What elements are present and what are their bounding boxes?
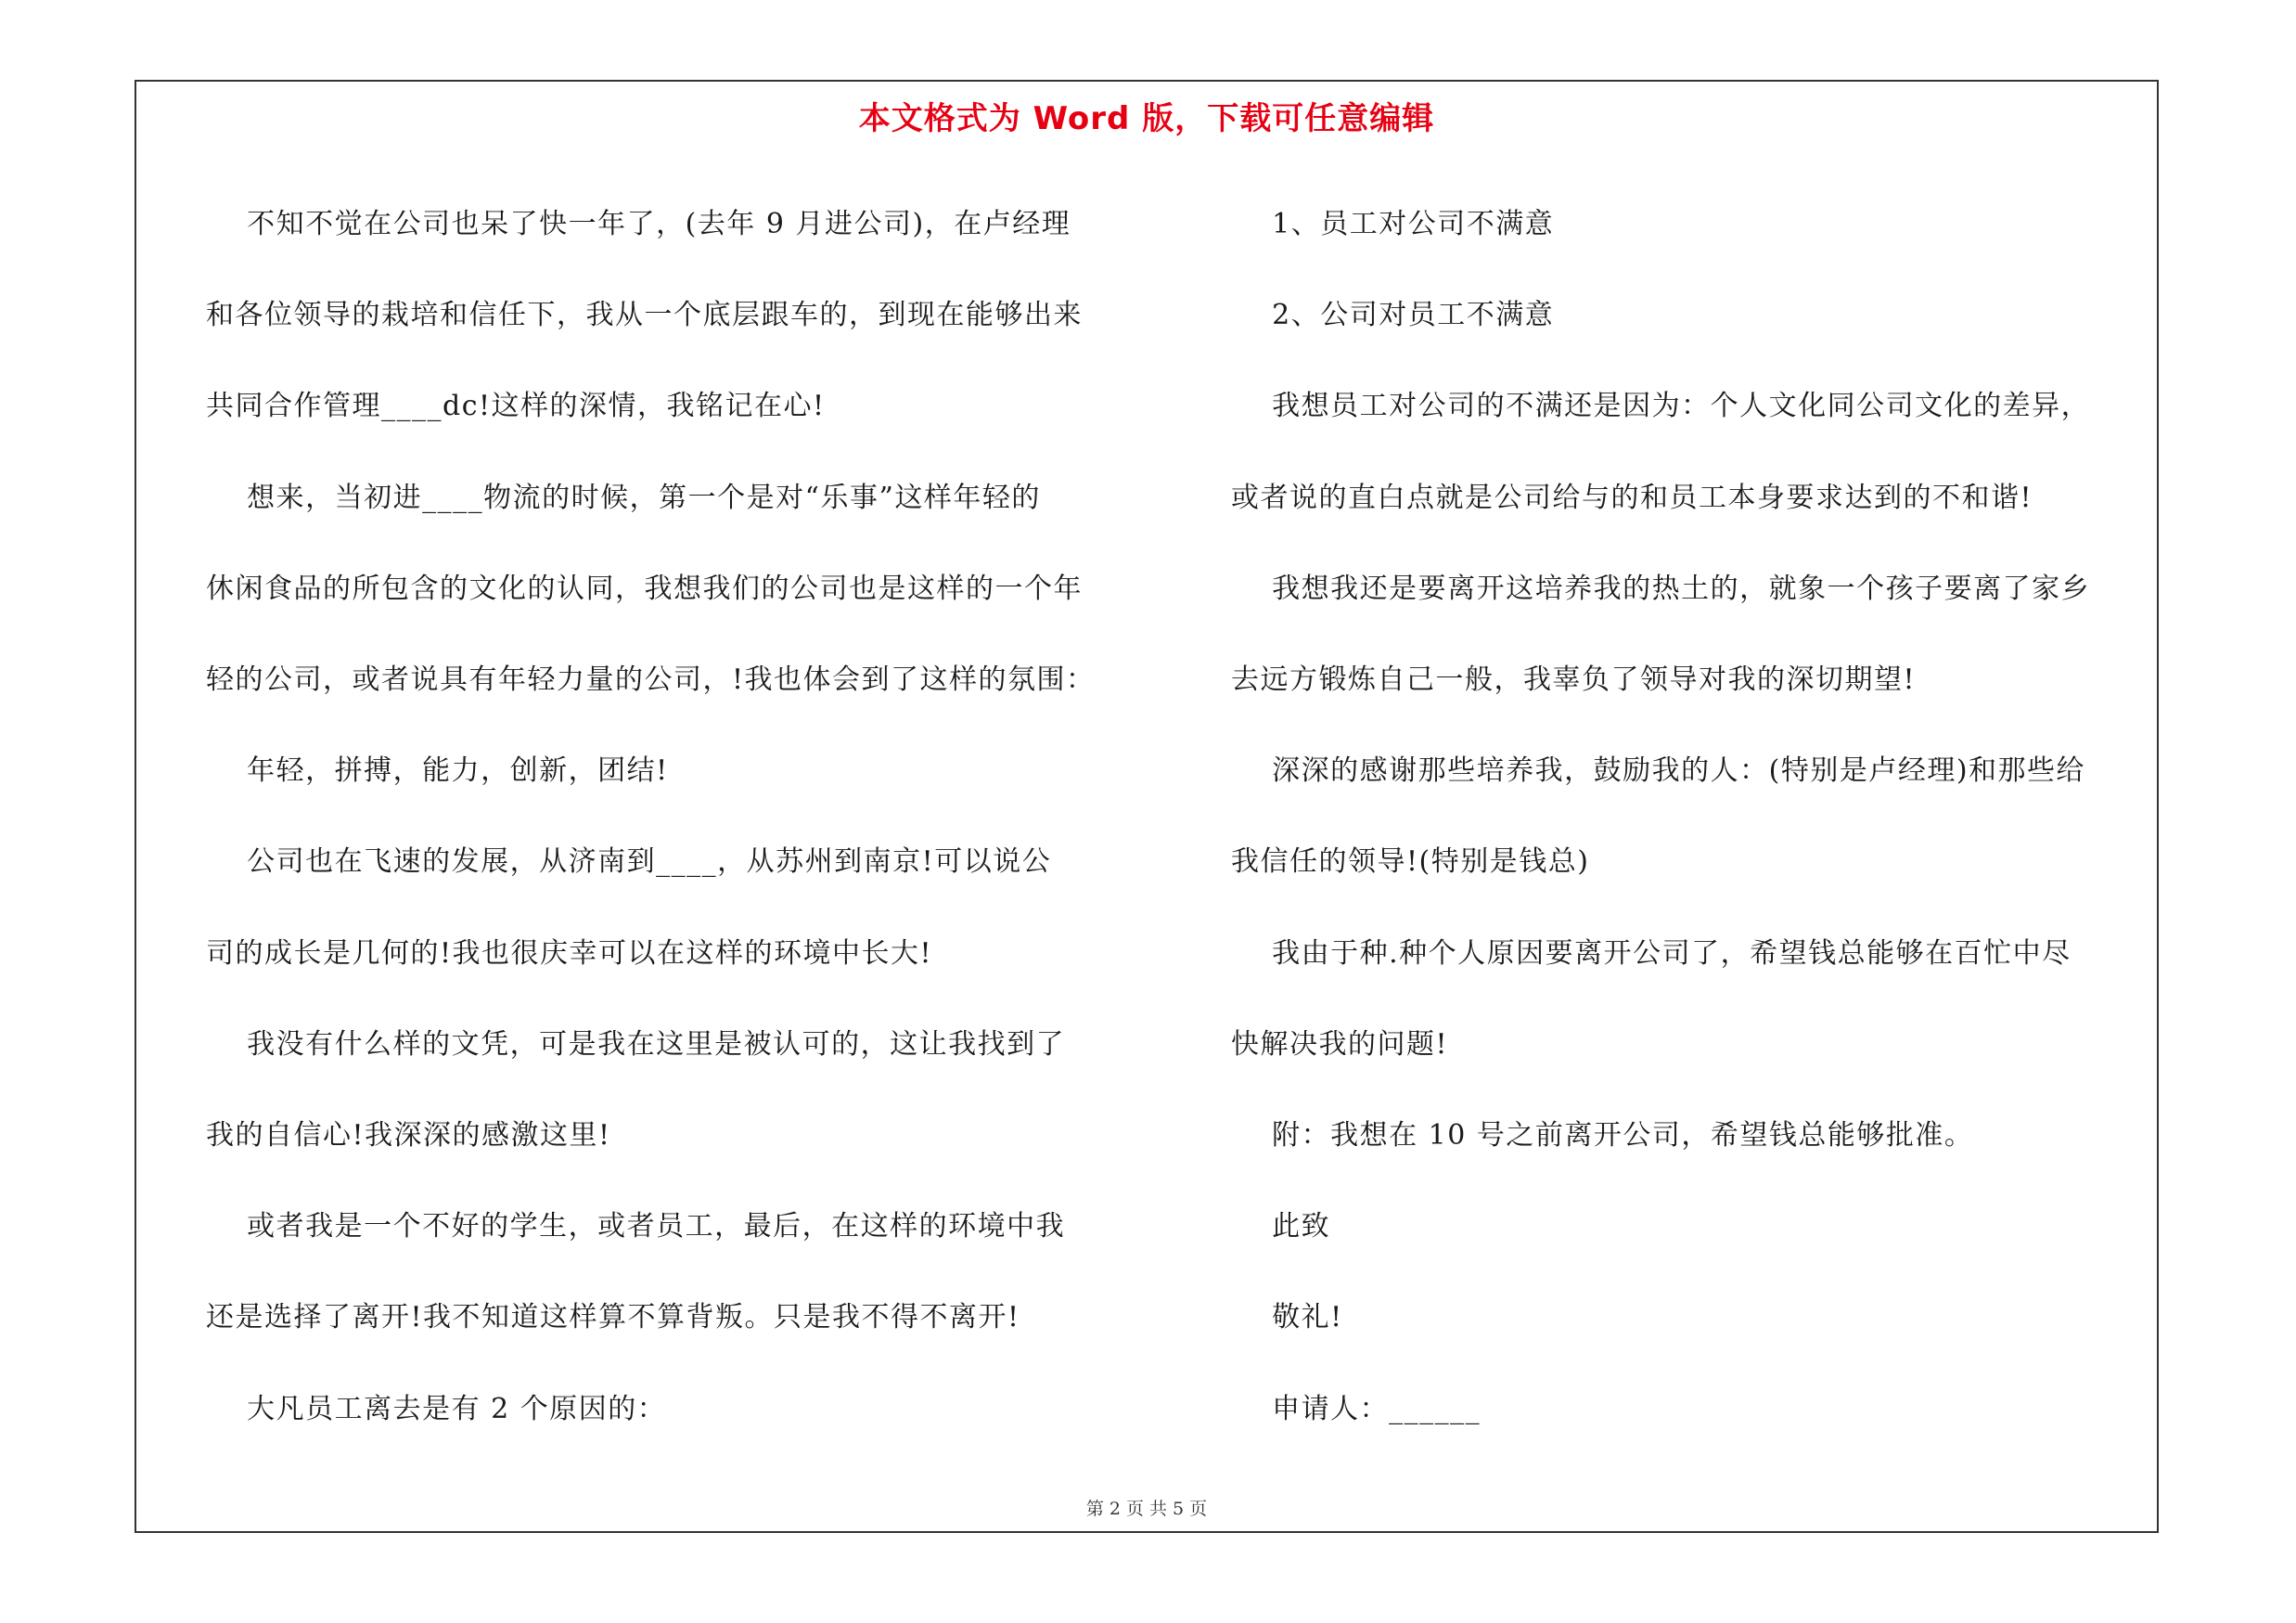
right-column	[1231, 179, 2159, 1455]
left-line: 想来，当初进____物流的时候，第一个是对“乐事”这样年轻的	[206, 481, 1041, 514]
right-line: 申请人：______	[1231, 1392, 1481, 1425]
left-line: 大凡员工离去是有 2 个原因的：	[206, 1392, 667, 1425]
left-line: 年轻，拼搏，能力，创新，团结!	[206, 754, 669, 788]
page-number: 第 2 页 共 5 页	[1085, 1499, 1208, 1519]
left-line: 共同合作管理____dc!这样的深情，我铭记在心!	[206, 390, 826, 423]
right-line: 2、公司对员工不满意	[1231, 299, 1555, 332]
left-line: 公司也在飞速的发展，从济南到____，从苏州到南京!可以说公	[206, 845, 1052, 879]
right-line: 深深的感谢那些培养我，鼓励我的人：(特别是卢经理)和那些给	[1231, 754, 2086, 788]
left-line: 轻的公司，或者说具有年轻力量的公司，!我也体会到了这样的氛围：	[206, 663, 1096, 697]
left-line: 和各位领导的栽培和信任下，我从一个底层跟车的，到现在能够出来	[206, 299, 1083, 332]
left-line: 还是选择了离开!我不知道这样算不算背叛。只是我不得不离开!	[206, 1301, 1020, 1334]
right-line: 我想我还是要离开这培养我的热土的，就象一个孩子要离了家乡	[1231, 572, 2091, 605]
left-line: 不知不觉在公司也呆了快一年了，(去年 9 月进公司)，在卢经理	[206, 208, 1071, 240]
right-line: 我由于种.种个人原因要离开公司了，希望钱总能够在百忙中尽	[1231, 936, 2072, 970]
right-line: 或者说的直白点就是公司给与的和员工本身要求达到的不和谐!	[1231, 481, 2033, 514]
right-line: 快解决我的问题!	[1231, 1027, 1449, 1061]
left-line: 我没有什么样的文凭，可是我在这里是被认可的，这让我找到了	[206, 1027, 1066, 1061]
format-banner: 本文格式为 Word 版，下载可任意编辑	[858, 100, 1435, 137]
left-line: 我的自信心!我深深的感激这里!	[206, 1119, 611, 1153]
page-frame	[135, 80, 2159, 1533]
right-line: 去远方锻炼自己一般，我辜负了领导对我的深切期望!	[1231, 663, 1917, 697]
right-line: 我信任的领导!(特别是钱总)	[1231, 845, 1590, 879]
left-line: 或者我是一个不好的学生，或者员工，最后，在这样的环境中我	[206, 1210, 1066, 1243]
left-column	[206, 179, 1134, 1455]
left-line: 司的成长是几何的!我也很庆幸可以在这样的环境中长大!	[206, 936, 933, 970]
right-line: 1、员工对公司不满意	[1231, 208, 1555, 240]
right-line: 敬礼!	[1231, 1301, 1343, 1334]
left-line: 休闲食品的所包含的文化的认同，我想我们的公司也是这样的一个年	[206, 572, 1083, 605]
right-line: 我想员工对公司的不满还是因为：个人文化同公司文化的差异，	[1231, 390, 2091, 423]
right-line: 附：我想在 10 号之前离开公司，希望钱总能够批准。	[1231, 1119, 1974, 1153]
right-line: 此致	[1231, 1210, 1331, 1243]
